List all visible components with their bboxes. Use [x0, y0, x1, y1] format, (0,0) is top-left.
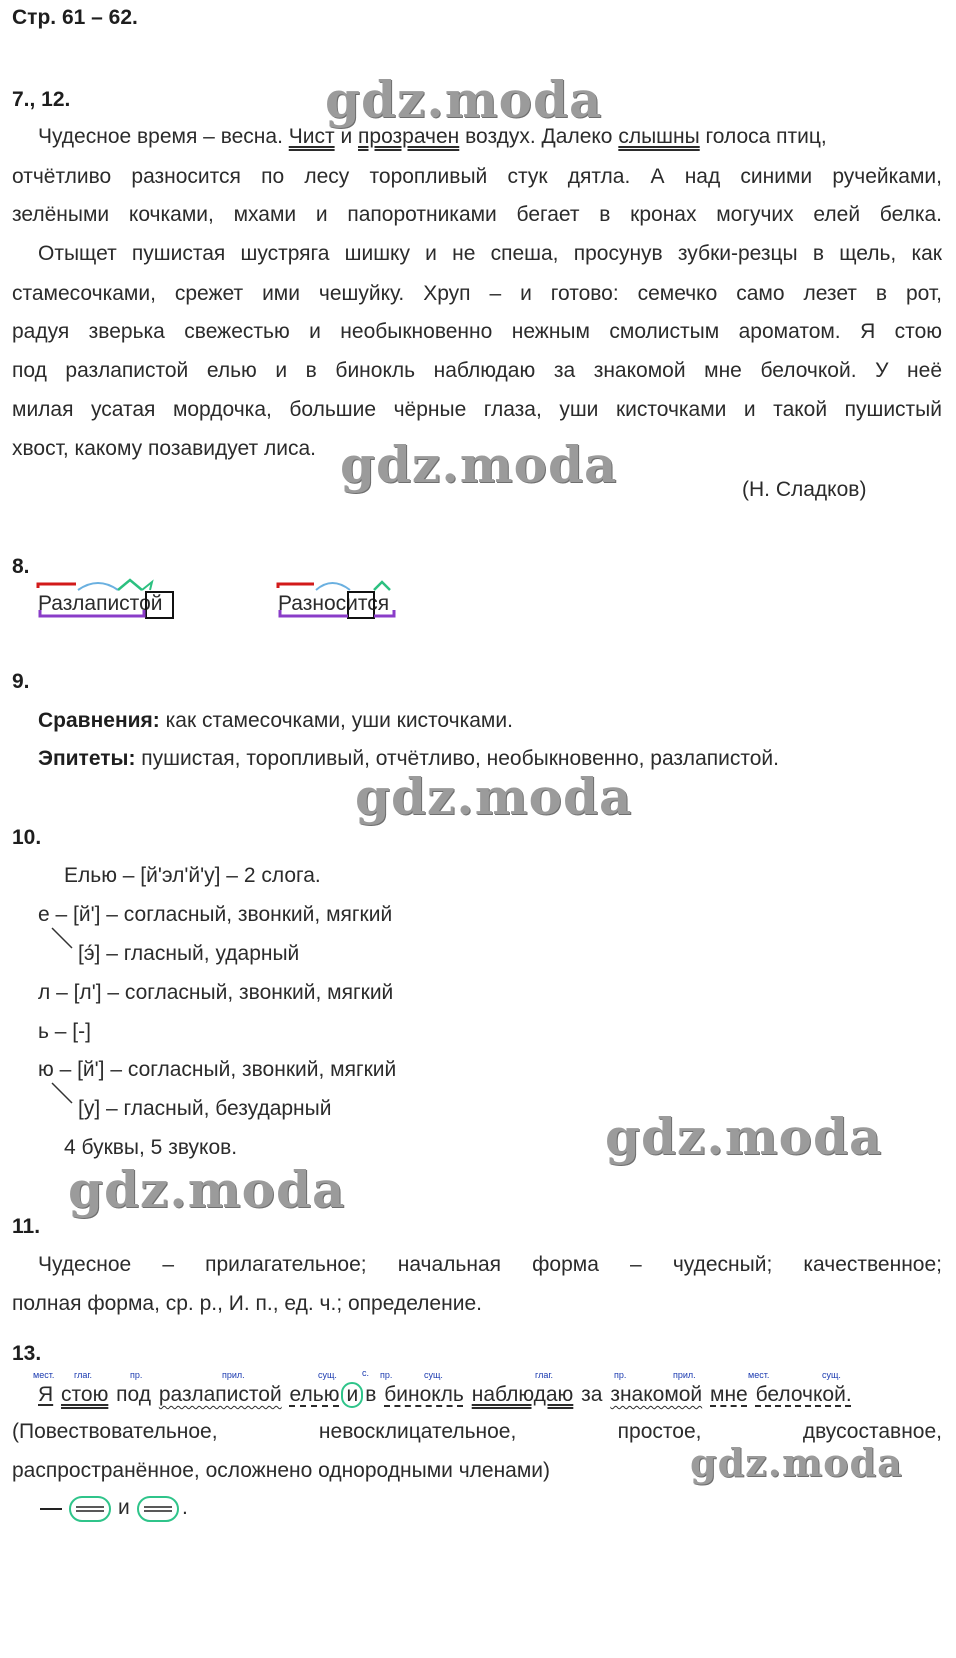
- text-line: полная форма, ср. р., И. п., ед. ч.; определение.: [12, 1292, 482, 1315]
- watermark: gdz.moda: [355, 767, 633, 826]
- watermark: gdz.moda: [68, 1160, 346, 1219]
- task-number: 11.: [12, 1215, 41, 1238]
- text-line: хвост, какому позавидует лиса.: [12, 437, 316, 460]
- pos-label: мест.: [748, 1370, 770, 1380]
- watermark: gdz.moda: [340, 435, 618, 494]
- text-line: радуя зверька свежестью и необыкновенно нежным смолистым ароматом. Я стою: [12, 320, 942, 343]
- pos-label: пр.: [130, 1370, 143, 1380]
- morpheme-scheme-1: [30, 578, 190, 628]
- phonetic-line: Елью – [й'эл'й'у] – 2 слога.: [64, 864, 321, 887]
- phonetic-line: 4 буквы, 5 звуков.: [64, 1136, 238, 1159]
- scheme-graphic: [38, 1494, 238, 1524]
- task-number: 7., 12.: [12, 88, 71, 111]
- pos-label: глаг.: [74, 1370, 93, 1380]
- text-line: распространённое, осложнено однородными членами): [12, 1459, 551, 1482]
- text-line: Отыщет пушистая шустряга шишку и не спеша, просунув зубки-резцы в щель, как: [38, 242, 942, 265]
- author: (Н. Сладков): [742, 478, 867, 501]
- branch-line: [50, 1081, 80, 1107]
- text-line: Чудесное время – весна. Чист и прозрачен воздух. Далеко слышны голоса птиц,: [38, 125, 827, 148]
- morpheme-word-1: Разлапистой: [38, 592, 163, 615]
- morpheme-scheme-2: [270, 578, 410, 628]
- task-number: 9.: [12, 670, 30, 693]
- task-number: 8.: [12, 555, 30, 578]
- comparisons-line: Сравнения: как стамесочками, уши кисточками.: [38, 709, 513, 732]
- phonetic-line: [у] – гласный, безударный: [78, 1097, 332, 1120]
- pos-label: сущ.: [822, 1370, 841, 1380]
- task-number: 13.: [12, 1342, 42, 1365]
- text-line: (Повествовательное, невосклицательное, простое, двусоставное,: [12, 1420, 942, 1443]
- branch-line: [50, 926, 80, 952]
- pos-label: пр.: [380, 1370, 393, 1380]
- phonetic-line: [э́] – гласный, ударный: [78, 942, 300, 965]
- text-line: отчётливо разносится по лесу торопливый стук дятла. А над синими ручейками,: [12, 165, 942, 188]
- text-line: под разлапистой елью и в бинокль наблюдаю за знакомой мне белочкой. У неё: [12, 359, 942, 382]
- text-line: зелёными кочками, мхами и папоротниками бегает в кронах могучих елей белка.: [12, 203, 942, 226]
- text-line: стамесочками, срежет ими чешуйку. Хруп – и готово: семечко само лезет в рот,: [12, 282, 942, 305]
- task-number: 10.: [12, 826, 42, 849]
- text-line: милая усатая мордочка, большие чёрные глаза, уши кисточками и такой пушистый: [12, 398, 942, 421]
- phonetic-line: е – [й'] – согласный, звонкий, мягкий: [38, 903, 393, 926]
- pos-label: мест.: [33, 1370, 55, 1380]
- pos-label: прил.: [222, 1370, 245, 1380]
- pos-label: глаг.: [535, 1370, 554, 1380]
- pos-label: пр.: [614, 1370, 627, 1380]
- watermark: gdz.moda: [325, 70, 603, 129]
- morpheme-word-2: Разносится: [278, 592, 390, 615]
- pos-label: сущ.: [424, 1370, 443, 1380]
- watermark: gdz.moda: [690, 1440, 903, 1485]
- page-header: Стр. 61 – 62.: [12, 6, 138, 29]
- pos-label: сущ.: [318, 1370, 337, 1380]
- scheme-end: .: [182, 1496, 188, 1519]
- epithets-line: Эпитеты: пушистая, торопливый, отчётливо, необыкновенно, разлапистой.: [38, 747, 779, 770]
- phonetic-line: л – [л'] – согласный, звонкий, мягкий: [38, 981, 394, 1004]
- phonetic-line: ь – [-]: [38, 1020, 91, 1043]
- scheme-and: и: [118, 1496, 130, 1519]
- sentence-scheme: [38, 1494, 238, 1524]
- text-line: Чудесное – прилагательное; начальная форма – чудесный; качественное;: [38, 1253, 942, 1276]
- phonetic-line: ю – [й'] – согласный, звонкий, мягкий: [38, 1058, 397, 1081]
- pos-label: с.: [362, 1368, 370, 1378]
- watermark: gdz.moda: [605, 1107, 883, 1166]
- pos-label: прил.: [673, 1370, 696, 1380]
- parsed-sentence: Я стою под разлапистой елью и в бинокль наблюдаю за знакомой мне белочкой.: [38, 1383, 852, 1406]
